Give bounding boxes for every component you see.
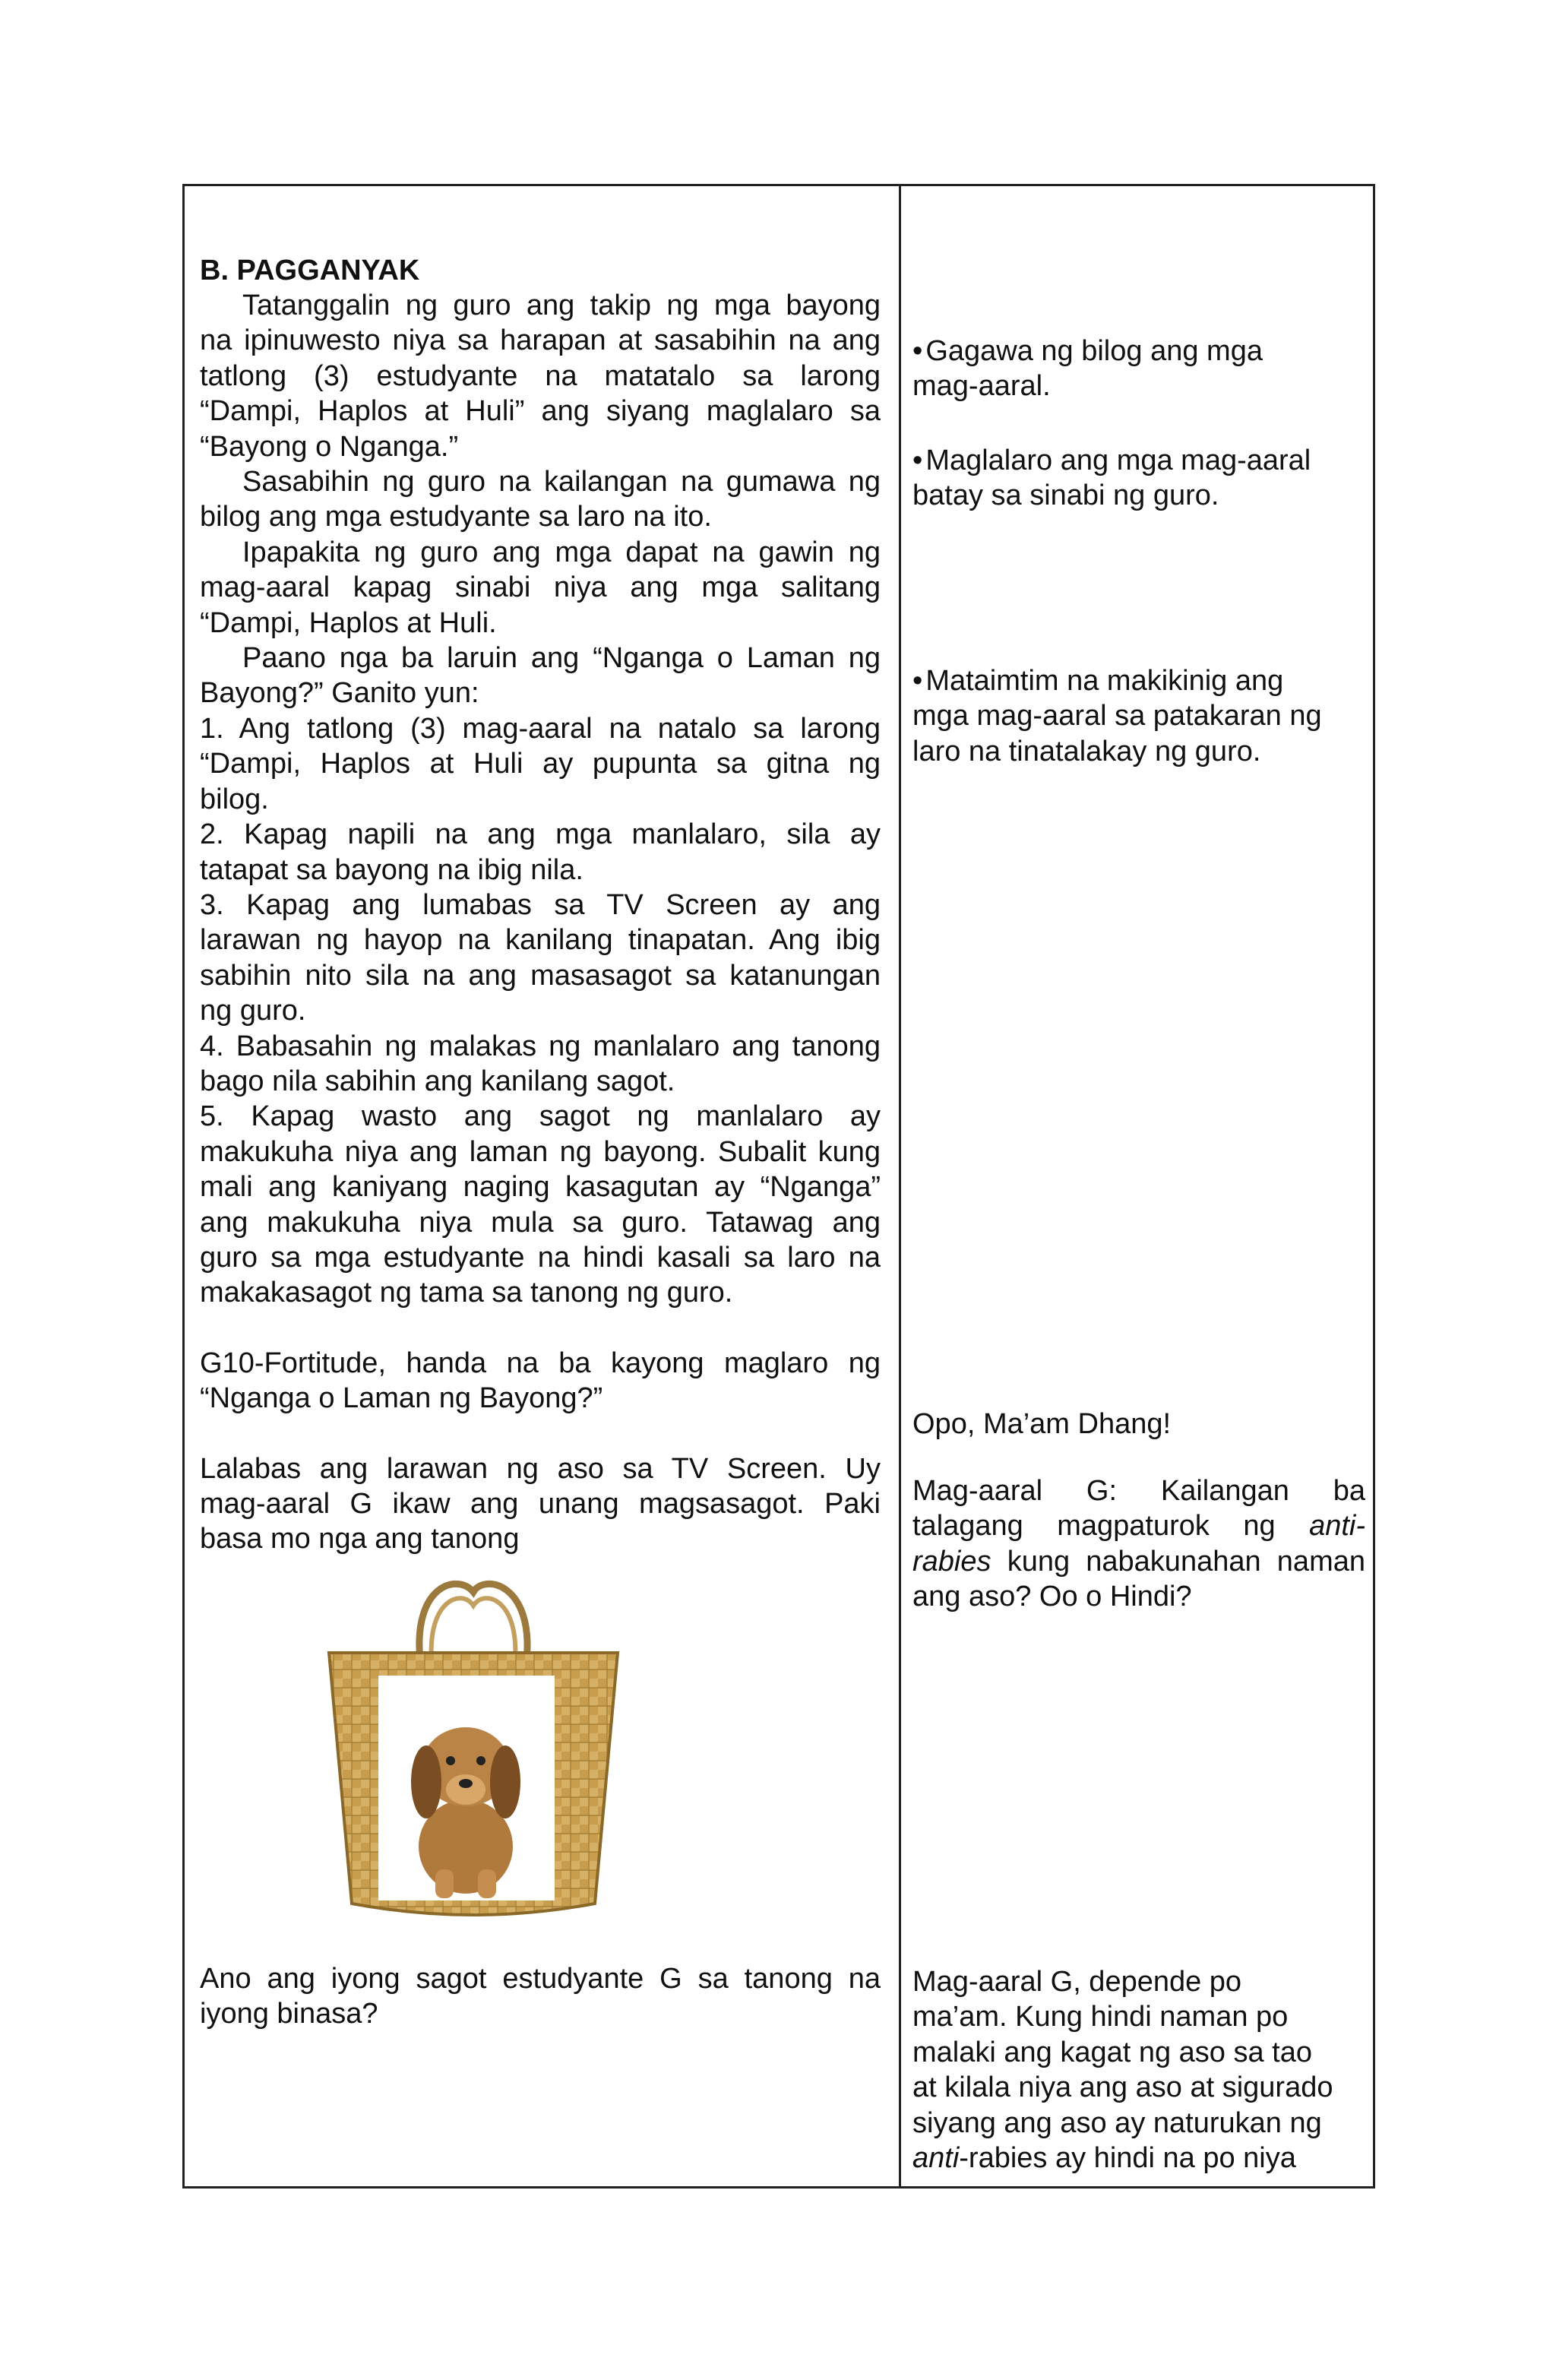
text-line: Mag-aaral G: Kailangan ba [912, 1475, 1365, 1507]
text-line: larawan ng hayop na kanilang tinapatan. Ang ibig [200, 924, 881, 957]
text-line: Lalabas ang larawan ng aso sa TV Screen. Uy [200, 1452, 881, 1485]
text-line: mali ang kaniyang naging kasagutan ay “Nganga” [200, 1171, 881, 1204]
text-line: Opo, Ma’am Dhang! [912, 1408, 1172, 1440]
student-bullet-2 [912, 443, 1365, 514]
student-question [912, 1473, 1365, 1615]
student-reply [912, 1407, 1365, 1442]
column-divider [899, 186, 901, 2186]
text-line: Bayong?” Ganito yun: [200, 677, 479, 710]
section-heading: B. PAGGANYAK [200, 255, 420, 286]
text-line: 2. Kapag napili na ang mga manlalaro, sila ay [200, 818, 881, 851]
text-line: 5. Kapag wasto ang sagot ng manlalaro ay [200, 1100, 881, 1133]
student-bullet-3 [912, 663, 1365, 769]
text-line: Paano nga ba laruin ang “Nganga o Laman ng [242, 642, 881, 675]
text-line: 1. Ang tatlong (3) mag-aaral na natalo sa larong [200, 712, 881, 745]
teacher-question-block [200, 1961, 881, 2032]
lesson-table [182, 184, 1375, 2189]
text-line: • Maglalaro ang mga mag-aaral [912, 443, 1365, 478]
student-bullet-1 [912, 334, 1365, 404]
text-line: “Dampi, Haplos at Huli” ang siyang maglalaro sa [200, 395, 881, 428]
text-line: ang aso? Oo o Hindi? [912, 1581, 1192, 1613]
text-line: tatlong (3) estudyante na matatalo sa larong [200, 359, 881, 392]
text-line: mag-aaral. [912, 370, 1051, 403]
text-line: ang makukuha niya mula sa guro. Tatawag ang [200, 1206, 881, 1239]
text-line: laro na tinatalakay ng guro. [912, 735, 1261, 767]
text-line: siyang ang aso ay naturukan ng [912, 2106, 1322, 2139]
text-line: na ipinuwesto niya sa harapan at sasabihin na ang [200, 324, 881, 357]
text-line: G10-Fortitude, handa na ba kayong maglaro ng [200, 1347, 881, 1379]
text-line: guro sa mga estudyante na hindi kasali sa laro na [200, 1241, 881, 1274]
text-line: bago nila sabihin ang kanilang sagot. [200, 1065, 675, 1097]
text-line: at kilala niya ang aso at sigurado [912, 2071, 1333, 2104]
text-line: “Bayong o Nganga.” [200, 430, 459, 463]
text-line: Ano ang iyong sagot estudyante G sa tanong na [200, 1963, 881, 1995]
text-line: talagang magpaturok ng anti- [912, 1510, 1365, 1543]
text-line: iyong binasa? [200, 1998, 378, 2030]
text-line: basa mo nga ang tanong [200, 1523, 520, 1556]
text-line: “Dampi, Haplos at Huli. [200, 606, 497, 639]
text-line: malaki ang kagat ng aso sa tao [912, 2036, 1313, 2068]
text-line: mag-aaral G ikaw ang unang magsasagot. Paki [200, 1488, 881, 1520]
text-line: 4. Babasahin ng malakas ng manlalaro ang tanong [200, 1030, 881, 1062]
teacher-activity-column [200, 253, 881, 1557]
student-answer [912, 1964, 1365, 2176]
text-line: Tatanggalin ng guro ang takip ng mga bayong [242, 290, 881, 321]
bayong-with-puppy-image [306, 1569, 640, 1919]
text-line: Mag-aaral G, depende po [912, 1966, 1242, 1998]
text-line: Sasabihin ng guro na kailangan na gumawa ng [242, 466, 881, 498]
text-line: • Mataimtim na makikinig ang [912, 663, 1365, 698]
text-line: • Gagawa ng bilog ang mga [912, 334, 1365, 369]
text-line: tatapat sa bayong na ibig nila. [200, 853, 584, 886]
text-line: batay sa sinabi ng guro. [912, 479, 1219, 512]
text-line: Ipapakita ng guro ang mga dapat na gawin ng [242, 536, 881, 568]
text-line: makakasagot ng tama sa tanong ng guro. [200, 1277, 733, 1309]
text-line: ng guro. [200, 995, 306, 1027]
text-line: 3. Kapag ang lumabas sa TV Screen ay ang [200, 888, 881, 921]
text-line: “Nganga o Laman ng Bayong?” [200, 1382, 603, 1415]
text-line: rabies kung nabakunahan naman [912, 1545, 1365, 1578]
text-line: mag-aaral kapag sinabi niya ang mga salitang [200, 571, 881, 604]
text-line: “Dampi, Haplos at Huli ay pupunta sa gitna ng [200, 748, 881, 780]
text-line: anti-rabies ay hindi na po niya [912, 2142, 1296, 2175]
text-line: ma’am. Kung hindi naman po [912, 2001, 1289, 2033]
text-line: makukuha niya ang laman ng bayong. Subalit kung [200, 1135, 881, 1168]
text-line: bilog ang mga estudyante sa laro na ito. [200, 501, 712, 533]
text-line: mga mag-aaral sa patakaran ng [912, 700, 1322, 733]
text-line: sabihin nito sila na ang masasagot sa katanungan [200, 959, 881, 992]
text-line: bilog. [200, 783, 269, 815]
